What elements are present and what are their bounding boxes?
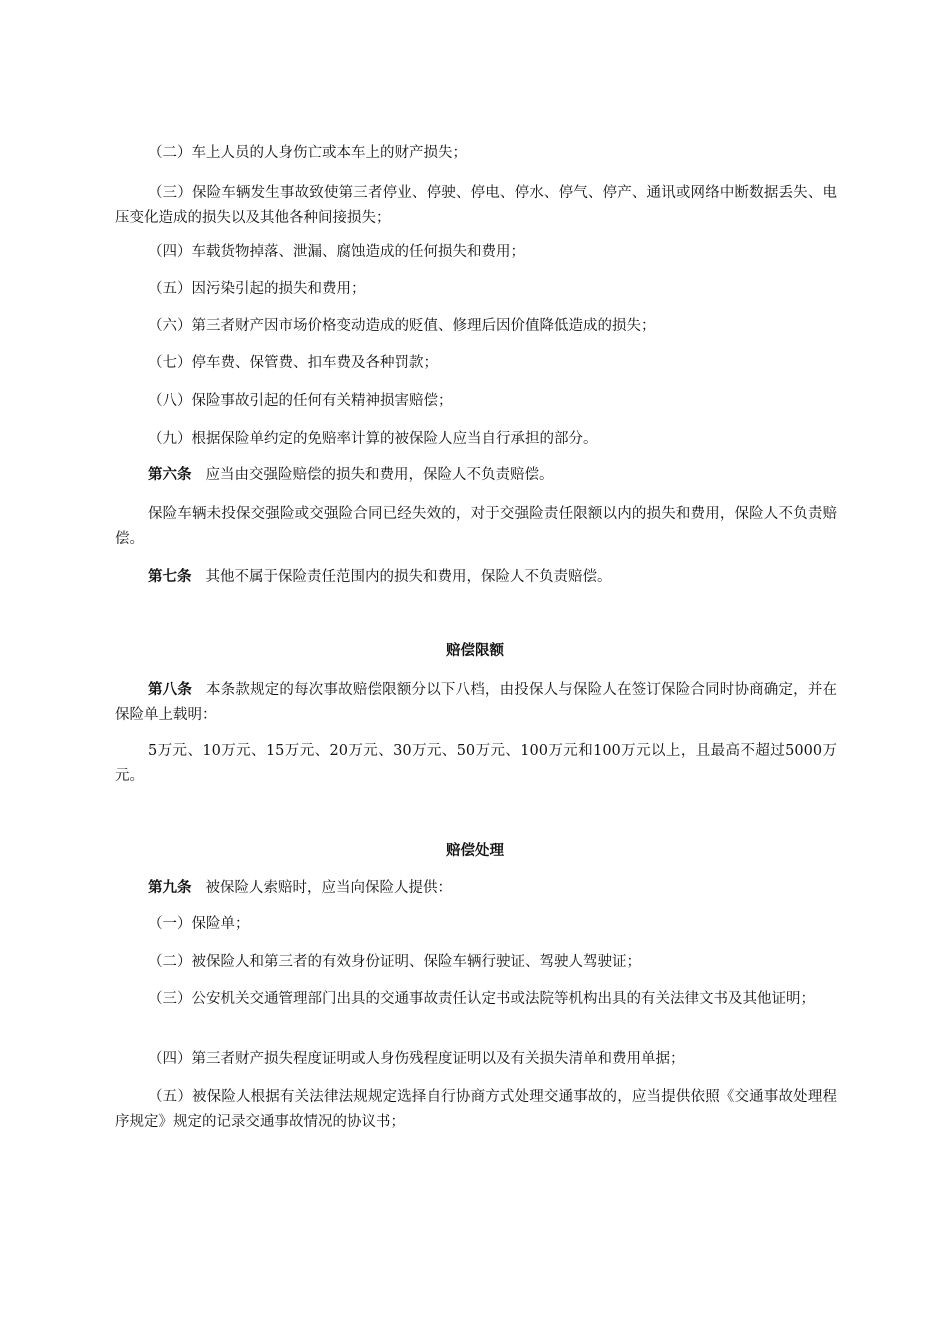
list-item: （二）被保险人和第三者的有效身份证明、保险车辆行驶证、驾驶人驾驶证； <box>148 954 641 970</box>
article-9 <box>115 875 837 901</box>
article-label: 第九条 <box>148 879 192 896</box>
article-text: 其他不属于保险责任范围内的损失和费用，保险人不负责赔偿。 <box>205 569 612 585</box>
article-6-paragraph: 保险车辆未投保交强险或交强险合同已经失效的，对于交强险责任限额以内的损失和费用，保险人不负责赔偿。 <box>115 506 837 547</box>
list-item: （八）保险事故引起的任何有关精神损害赔偿； <box>148 393 453 409</box>
list-item: （五）因污染引起的损失和费用； <box>148 281 366 297</box>
list-item: （三）保险车辆发生事故致使第三者停业、停驶、停电、停水、停气、停产、通讯或网络中断数据丢失、电压变化造成的损失以及其他各种间接损失； <box>115 185 837 226</box>
list-item: （五）被保险人根据有关法律法规规定选择自行协商方式处理交通事故的，应当提供依照《交通事故处理程序规定》规定的记录交通事故情况的协议书； <box>115 1089 837 1130</box>
article-text: 应当由交强险赔偿的损失和费用，保险人不负责赔偿。 <box>205 467 554 483</box>
article-text: 本条款规定的每次事故赔偿限额分以下八档，由投保人与保险人在签订保险合同时协商确定，并在保险单上载明： <box>115 682 838 723</box>
list-item: （二）车上人员的人身伤亡或本车上的财产损失； <box>148 145 467 161</box>
list-item: （四）第三者财产损失程度证明或人身伤残程度证明以及有关损失清单和费用单据； <box>148 1051 685 1067</box>
article-7 <box>115 564 837 590</box>
article-label: 第六条 <box>148 466 192 483</box>
article-8 <box>115 677 837 728</box>
article-8-paragraph: 5万元、10万元、15万元、20万元、30万元、50万元、100万元和100万元以上，且最高不超过5000万元。 <box>115 743 837 784</box>
list-item: （四）车载货物掉落、泄漏、腐蚀造成的任何损失和费用； <box>148 244 525 260</box>
section-heading: 赔偿限额 <box>446 642 504 659</box>
list-item: （一）保险单； <box>148 916 250 932</box>
article-label: 第八条 <box>148 681 193 698</box>
list-item: （三）公安机关交通管理部门出具的交通事故责任认定书或法院等机构出具的有关法律文书及其他证明； <box>148 991 815 1007</box>
list-item: （七）停车费、保管费、扣车费及各种罚款； <box>148 355 438 371</box>
list-item: （九）根据保险单约定的免赔率计算的被保险人应当自行承担的部分。 <box>148 431 598 447</box>
article-label: 第七条 <box>148 568 192 585</box>
section-heading: 赔偿处理 <box>446 842 504 859</box>
list-item: （六）第三者财产因市场价格变动造成的贬值、修理后因价值降低造成的损失； <box>148 318 656 334</box>
article-6 <box>115 462 837 488</box>
article-text: 被保险人索赔时，应当向保险人提供： <box>205 880 452 896</box>
